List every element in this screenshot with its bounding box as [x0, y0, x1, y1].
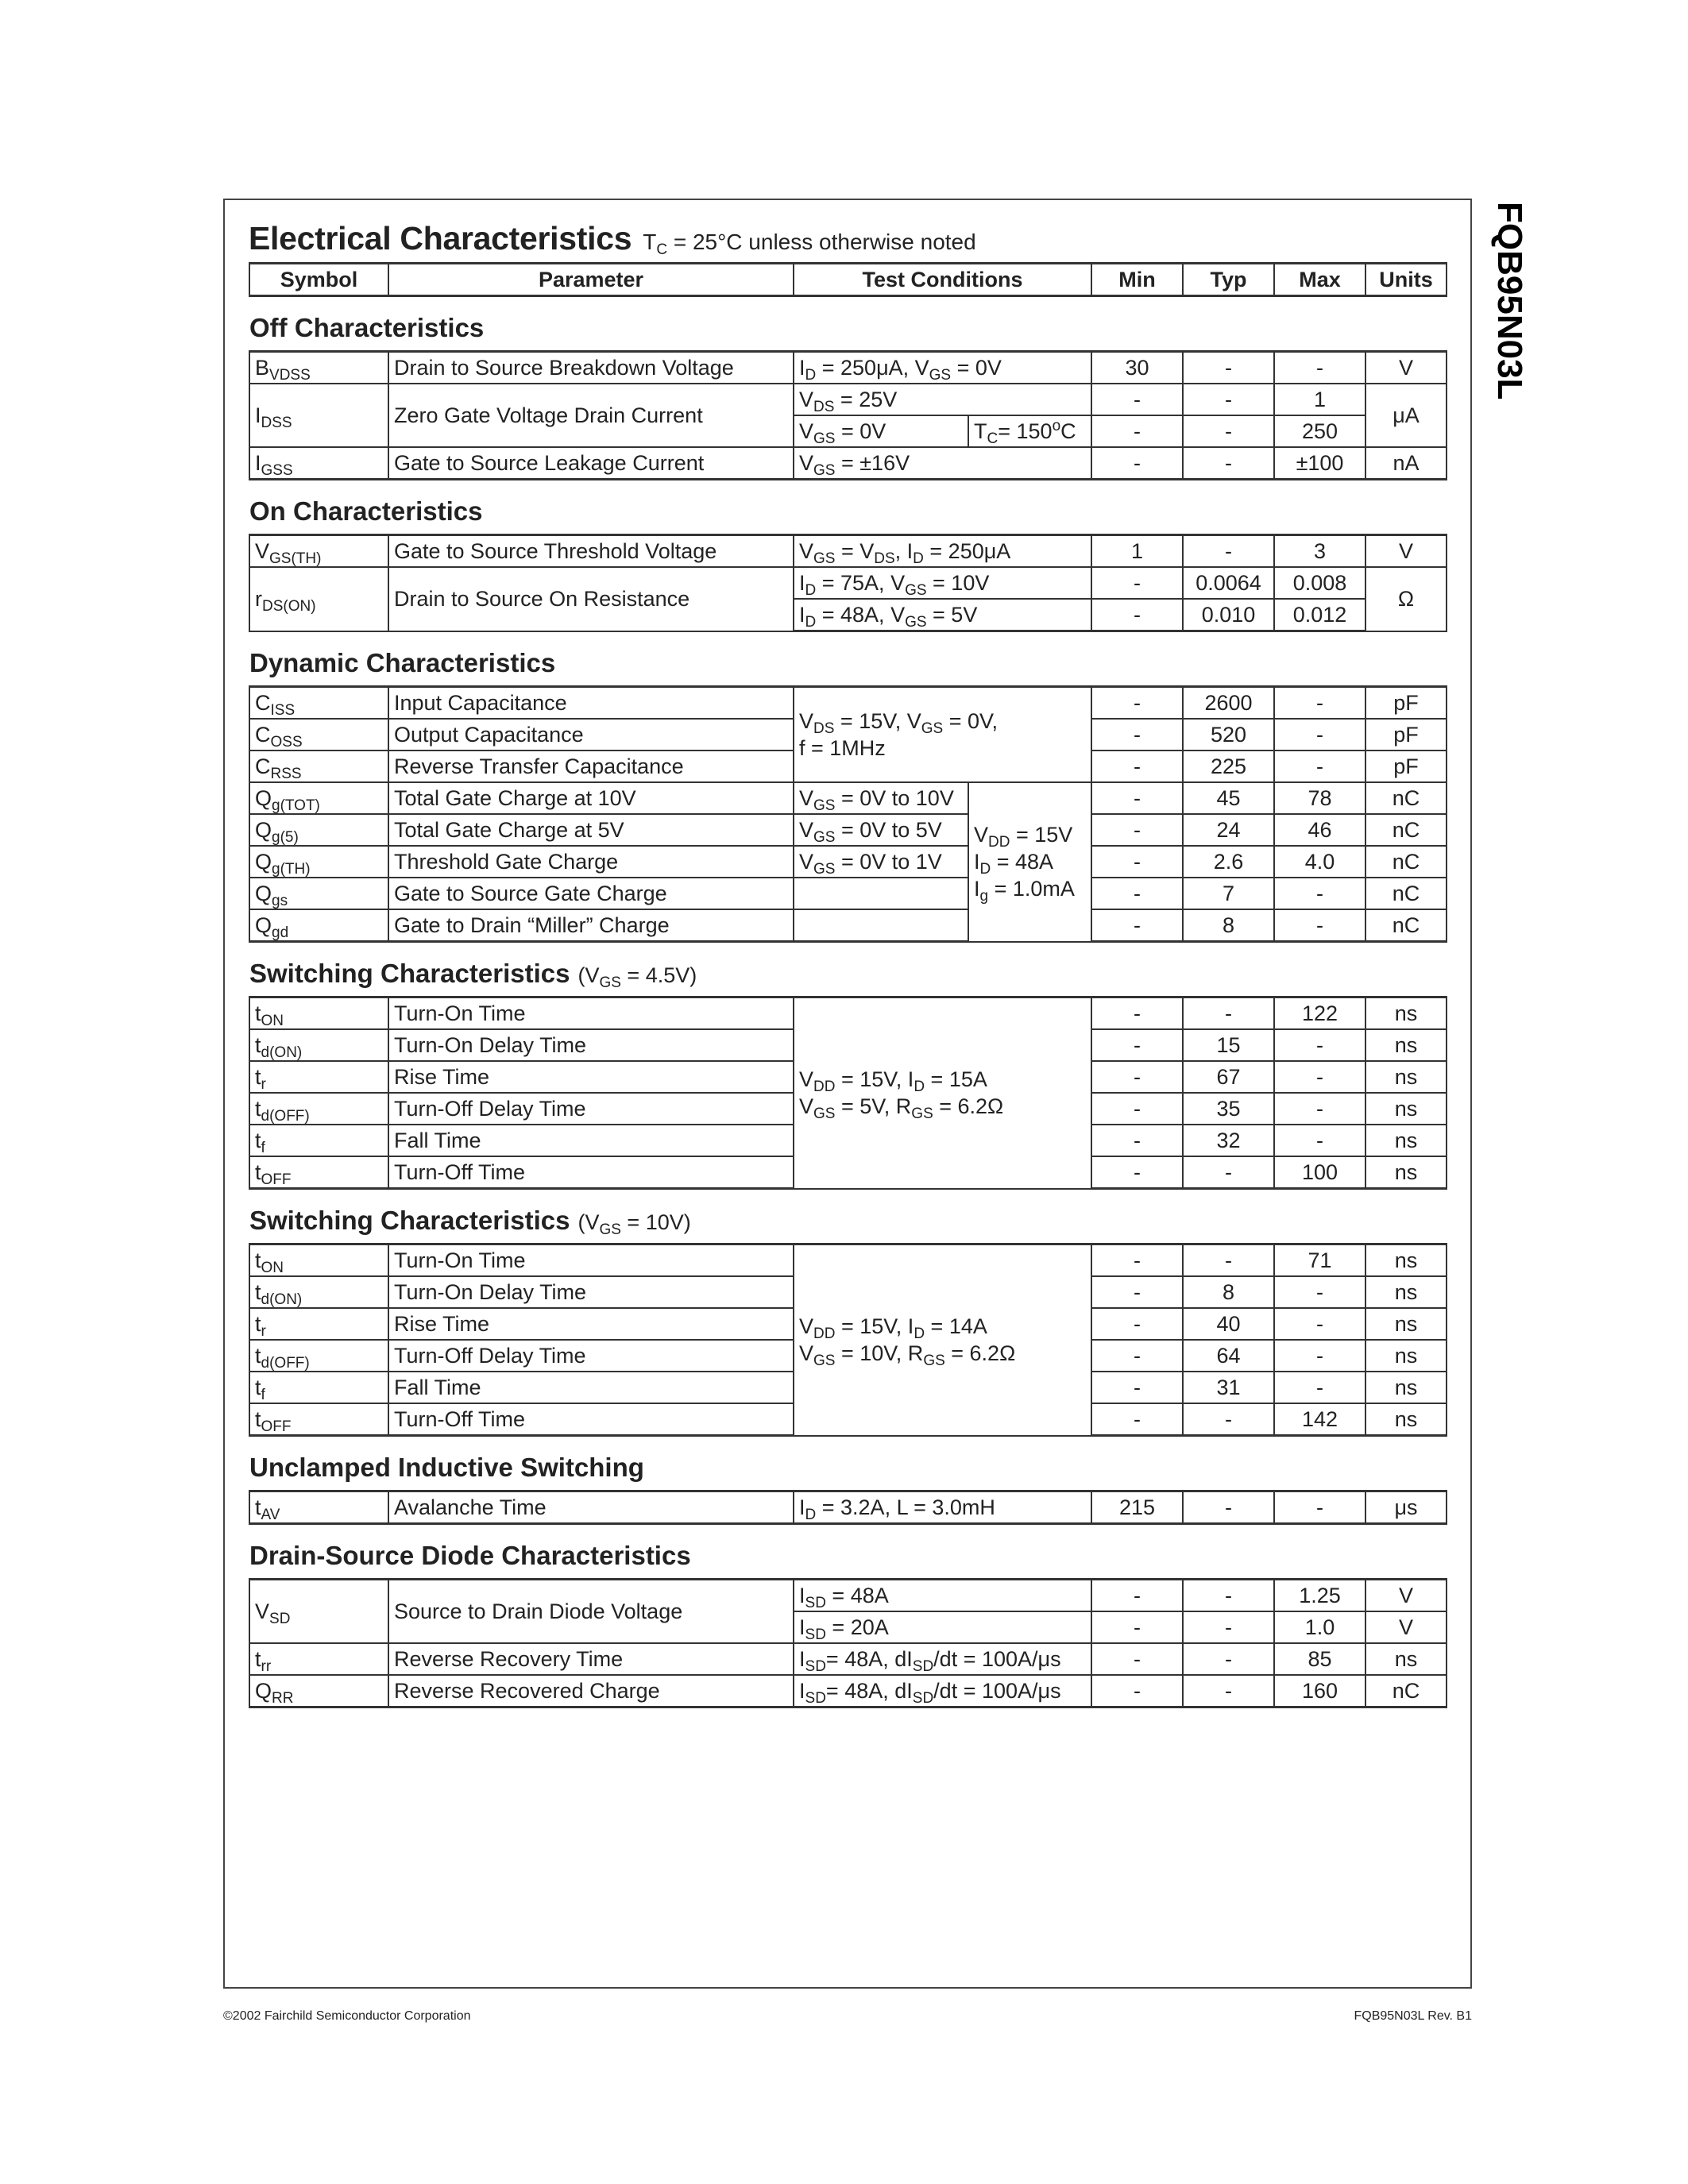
typ-value: 520: [1183, 719, 1274, 751]
min-value: -: [1091, 719, 1183, 751]
min-value: -: [1091, 384, 1183, 415]
typ-value: -: [1183, 447, 1274, 480]
max-value: 1.25: [1274, 1580, 1365, 1612]
max-value: 122: [1274, 997, 1365, 1030]
unit: ns: [1365, 1308, 1447, 1340]
parameter: Turn-Off Delay Time: [388, 1340, 794, 1372]
unit: V: [1365, 352, 1447, 384]
typ-value: 64: [1183, 1340, 1274, 1372]
title-condition: [643, 230, 976, 258]
side-part-number-svg: [1471, 199, 1598, 437]
typ-value: 67: [1183, 1061, 1274, 1093]
title-cond-text: = 25°C unless otherwise noted: [667, 230, 976, 254]
min-value: -: [1091, 1061, 1183, 1093]
table-row: [249, 878, 1447, 909]
min-value: -: [1091, 1093, 1183, 1125]
test-condition: $V_{DD} = 15V$, $I_D = 15A$ $V_{GS} = 5V$, $R_{GS} = 6.2\Omega$: [794, 997, 1091, 1189]
symbol: $t_{d(OFF)}$: [249, 1340, 388, 1372]
test-condition: $V_{GS} = 0V$ to 5V: [794, 814, 968, 846]
header-max: Max: [1274, 264, 1365, 296]
section-dynamic: [249, 631, 1447, 687]
unit: nC: [1365, 878, 1447, 909]
parameter: Turn-Off Delay Time: [388, 1093, 794, 1125]
typ-value: -: [1183, 1643, 1274, 1675]
unit: ns: [1365, 1029, 1447, 1061]
max-value: 46: [1274, 814, 1365, 846]
max-value: -: [1274, 352, 1365, 384]
max-value: 250: [1274, 415, 1365, 447]
typ-value: -: [1183, 1403, 1274, 1436]
max-value: -: [1274, 1340, 1365, 1372]
unit: nC: [1365, 782, 1447, 814]
table-row: [249, 1580, 1447, 1612]
max-value: 0.012: [1274, 599, 1365, 631]
typ-value: 8: [1183, 909, 1274, 942]
min-value: -: [1091, 909, 1183, 942]
parameter: Reverse Recovery Time: [388, 1643, 794, 1675]
typ-value: -: [1183, 352, 1274, 384]
max-value: -: [1274, 1276, 1365, 1308]
parameter: Gate to Source Threshold Voltage: [388, 535, 794, 568]
max-value: 71: [1274, 1244, 1365, 1277]
min-value: -: [1091, 846, 1183, 878]
min-value: -: [1091, 782, 1183, 814]
test-condition: $I_D = 250\mu A$, $V_{GS} = 0V$: [794, 352, 1091, 384]
section-title-text: Switching Characteristics: [249, 959, 570, 988]
max-value: -: [1274, 1093, 1365, 1125]
header-symbol: Symbol: [249, 264, 388, 296]
typ-value: 32: [1183, 1125, 1274, 1156]
max-value: ±100: [1274, 447, 1365, 480]
test-condition: $I_D = 75A$, $V_{GS} = 10V$: [794, 567, 1091, 599]
typ-value: 40: [1183, 1308, 1274, 1340]
symbol: $I_{GSS}$: [249, 447, 388, 480]
section-title: Unclamped Inductive Switching: [249, 1436, 1447, 1491]
symbol: $C_{OSS}$: [249, 719, 388, 751]
typ-value: 0.010: [1183, 599, 1274, 631]
max-value: 4.0: [1274, 846, 1365, 878]
unit: μs: [1365, 1491, 1447, 1524]
max-value: -: [1274, 1491, 1365, 1524]
test-condition: $V_{DD} = 15V$, $I_D = 14A$ $V_{GS} = 10V$, $R_{GS} = 6.2\Omega$: [794, 1244, 1091, 1436]
min-value: -: [1091, 567, 1183, 599]
typ-value: 45: [1183, 782, 1274, 814]
min-value: -: [1091, 447, 1183, 480]
unit: nC: [1365, 814, 1447, 846]
symbol: $V_{GS(TH)}$: [249, 535, 388, 568]
symbol: $t_{d(ON)}$: [249, 1029, 388, 1061]
parameter: Turn-On Time: [388, 1244, 794, 1277]
min-value: -: [1091, 1308, 1183, 1340]
parameter: Turn-Off Time: [388, 1156, 794, 1189]
symbol: $t_{rr}$: [249, 1643, 388, 1675]
test-condition: $V_{GS} = 0V$ to 1V: [794, 846, 968, 878]
symbol: $r_{DS(ON)}$: [249, 567, 388, 631]
symbol: $Q_{g(TOT)}$: [249, 782, 388, 814]
symbol: $t_{AV}$: [249, 1491, 388, 1524]
min-value: -: [1091, 687, 1183, 720]
max-value: -: [1274, 751, 1365, 782]
max-value: -: [1274, 719, 1365, 751]
max-value: -: [1274, 1029, 1365, 1061]
gate-charge-condition: $V_{DD} = 15V$ $I_D = 48A$ $I_g = 1.0mA$: [968, 782, 1091, 942]
min-value: -: [1091, 997, 1183, 1030]
unit: ns: [1365, 1244, 1447, 1277]
section-off: [249, 296, 1447, 352]
typ-value: -: [1183, 1244, 1274, 1277]
test-condition-temp: $T_C= 150^oC$: [968, 415, 1091, 447]
section-switching-4v5: [249, 942, 1447, 997]
symbol: $t_{ON}$: [249, 1244, 388, 1277]
min-value: -: [1091, 751, 1183, 782]
parameter: Turn-On Delay Time: [388, 1029, 794, 1061]
unit: ns: [1365, 1372, 1447, 1403]
unit: ns: [1365, 1643, 1447, 1675]
symbol: $Q_{g(5)}$: [249, 814, 388, 846]
section-title-condition: $(V_{GS} = 10V)$: [577, 1210, 691, 1238]
min-value: -: [1091, 1611, 1183, 1643]
min-value: -: [1091, 1276, 1183, 1308]
unit: nA: [1365, 447, 1447, 480]
symbol: $Q_{g(TH)}$: [249, 846, 388, 878]
header-min: Min: [1091, 264, 1183, 296]
test-condition: $I_{SD}= 48A$, $dI_{SD}/dt = 100A/\mu s$: [794, 1643, 1091, 1675]
unit: nC: [1365, 1675, 1447, 1707]
test-condition: $V_{DS} = 25V$: [794, 384, 1091, 415]
unit: V: [1365, 1611, 1447, 1643]
table-row: [249, 447, 1447, 480]
section-title: [249, 1189, 1447, 1244]
min-value: -: [1091, 1643, 1183, 1675]
unit: pF: [1365, 751, 1447, 782]
title-cond-subscript: C: [656, 241, 668, 258]
max-value: -: [1274, 1061, 1365, 1093]
parameter: Turn-On Time: [388, 997, 794, 1030]
table-row: [249, 814, 1447, 846]
typ-value: -: [1183, 997, 1274, 1030]
electrical-characteristics-table: [249, 262, 1447, 1708]
table-row: [249, 846, 1447, 878]
parameter: Turn-On Delay Time: [388, 1276, 794, 1308]
max-value: -: [1274, 1125, 1365, 1156]
parameter: Total Gate Charge at 5V: [388, 814, 794, 846]
parameter: Gate to Source Gate Charge: [388, 878, 794, 909]
max-value: 100: [1274, 1156, 1365, 1189]
parameter: Reverse Recovered Charge: [388, 1675, 794, 1707]
parameter: Rise Time: [388, 1308, 794, 1340]
title-cond-symbol: T: [643, 230, 657, 254]
typ-value: 8: [1183, 1276, 1274, 1308]
min-value: 30: [1091, 352, 1183, 384]
symbol: $t_r$: [249, 1308, 388, 1340]
section-title: On Characteristics: [249, 480, 1447, 535]
test-condition: $V_{GS} = \pm 16V$: [794, 447, 1091, 480]
unit: nC: [1365, 909, 1447, 942]
symbol: $t_f$: [249, 1125, 388, 1156]
min-value: -: [1091, 814, 1183, 846]
parameter: Drain to Source On Resistance: [388, 567, 794, 631]
table-row: [249, 1643, 1447, 1675]
table-row: [249, 782, 1447, 814]
side-part-number: [1471, 199, 1598, 437]
min-value: -: [1091, 1156, 1183, 1189]
symbol: $Q_{gs}$: [249, 878, 388, 909]
parameter: Fall Time: [388, 1125, 794, 1156]
parameter: Avalanche Time: [388, 1491, 794, 1524]
section-title-condition: $(V_{GS} = 4.5V)$: [577, 963, 697, 991]
side-part-number-text: FQB95N03L: [1490, 202, 1529, 400]
unit: pF: [1365, 687, 1447, 720]
typ-value: 2.6: [1183, 846, 1274, 878]
table-row: [249, 997, 1447, 1030]
section-on: [249, 480, 1447, 535]
unit: nC: [1365, 846, 1447, 878]
typ-value: -: [1183, 1491, 1274, 1524]
unit: ns: [1365, 1125, 1447, 1156]
typ-value: 7: [1183, 878, 1274, 909]
max-value: 1.0: [1274, 1611, 1365, 1643]
section-uis: [249, 1436, 1447, 1491]
parameter: Source to Drain Diode Voltage: [388, 1580, 794, 1644]
table-row: [249, 687, 1447, 720]
test-condition: [794, 909, 968, 942]
min-value: -: [1091, 1125, 1183, 1156]
symbol: $Q_{RR}$: [249, 1675, 388, 1707]
parameter: Fall Time: [388, 1372, 794, 1403]
section-title: Drain-Source Diode Characteristics: [249, 1524, 1447, 1580]
parameter: Input Capacitance: [388, 687, 794, 720]
max-value: 142: [1274, 1403, 1365, 1436]
max-value: 160: [1274, 1675, 1365, 1707]
min-value: -: [1091, 1029, 1183, 1061]
typ-value: 35: [1183, 1093, 1274, 1125]
min-value: -: [1091, 1340, 1183, 1372]
typ-value: -: [1183, 535, 1274, 568]
unit: pF: [1365, 719, 1447, 751]
page-title: [249, 214, 1446, 262]
test-condition: $I_{SD} = 48A$: [794, 1580, 1091, 1612]
unit: ns: [1365, 1093, 1447, 1125]
table-row: [249, 1675, 1447, 1707]
footer-copyright: ©2002 Fairchild Semiconductor Corporation: [223, 2009, 471, 2023]
test-condition: $V_{DS} = 15V$, $V_{GS} = 0V$, f = 1MHz: [794, 687, 1091, 783]
parameter: Threshold Gate Charge: [388, 846, 794, 878]
symbol: $t_{OFF}$: [249, 1156, 388, 1189]
parameter: Total Gate Charge at 10V: [388, 782, 794, 814]
symbol: $t_{ON}$: [249, 997, 388, 1030]
max-value: -: [1274, 909, 1365, 942]
test-condition: $I_{SD}= 48A$, $dI_{SD}/dt = 100A/\mu s$: [794, 1675, 1091, 1707]
footer-revision: FQB95N03L Rev. B1: [1354, 2009, 1472, 2023]
min-value: -: [1091, 1580, 1183, 1612]
symbol: $t_{d(OFF)}$: [249, 1093, 388, 1125]
test-condition: $V_{GS} = V_{DS}$, $I_D = 250\mu A$: [794, 535, 1091, 568]
min-value: -: [1091, 1372, 1183, 1403]
min-value: -: [1091, 1675, 1183, 1707]
unit: ns: [1365, 1340, 1447, 1372]
section-title-text: Switching Characteristics: [249, 1206, 570, 1235]
min-value: -: [1091, 1244, 1183, 1277]
parameter: Drain to Source Breakdown Voltage: [388, 352, 794, 384]
table-row: [249, 535, 1447, 568]
min-value: -: [1091, 1403, 1183, 1436]
symbol: $C_{RSS}$: [249, 751, 388, 782]
parameter: Rise Time: [388, 1061, 794, 1093]
table-row: [249, 352, 1447, 384]
table-row: [249, 909, 1447, 942]
unit: ns: [1365, 1156, 1447, 1189]
unit: V: [1365, 1580, 1447, 1612]
table-row: [249, 1491, 1447, 1524]
max-value: 85: [1274, 1643, 1365, 1675]
max-value: 78: [1274, 782, 1365, 814]
symbol: $C_{ISS}$: [249, 687, 388, 720]
unit: V: [1365, 535, 1447, 568]
typ-value: 24: [1183, 814, 1274, 846]
max-value: -: [1274, 687, 1365, 720]
symbol: $t_f$: [249, 1372, 388, 1403]
parameter: Reverse Transfer Capacitance: [388, 751, 794, 782]
header-units: Units: [1365, 264, 1447, 296]
typ-value: -: [1183, 384, 1274, 415]
section-title: Dynamic Characteristics: [249, 631, 1447, 687]
unit: μA: [1365, 384, 1447, 447]
min-value: 215: [1091, 1491, 1183, 1524]
unit: ns: [1365, 997, 1447, 1030]
parameter: Output Capacitance: [388, 719, 794, 751]
typ-value: -: [1183, 415, 1274, 447]
section-title: [249, 942, 1447, 997]
unit: ns: [1365, 1061, 1447, 1093]
parameter: Turn-Off Time: [388, 1403, 794, 1436]
typ-value: -: [1183, 1580, 1274, 1612]
typ-value: -: [1183, 1156, 1274, 1189]
section-diode: [249, 1524, 1447, 1580]
test-condition: $V_{GS} = 0V$ to 10V: [794, 782, 968, 814]
datasheet-content: [249, 214, 1446, 1708]
unit: Ω: [1365, 567, 1447, 631]
symbol: $B_{VDSS}$: [249, 352, 388, 384]
min-value: -: [1091, 415, 1183, 447]
typ-value: 2600: [1183, 687, 1274, 720]
symbol: $t_{OFF}$: [249, 1403, 388, 1436]
unit: ns: [1365, 1403, 1447, 1436]
max-value: -: [1274, 1372, 1365, 1403]
test-condition: [794, 878, 968, 909]
header-parameter: Parameter: [388, 264, 794, 296]
max-value: 0.008: [1274, 567, 1365, 599]
symbol: $t_{d(ON)}$: [249, 1276, 388, 1308]
table-header-row: [249, 264, 1447, 296]
symbol: $I_{DSS}$: [249, 384, 388, 447]
typ-value: -: [1183, 1675, 1274, 1707]
test-condition: $I_D = 48A$, $V_{GS} = 5V$: [794, 599, 1091, 631]
table-row: [249, 384, 1447, 415]
max-value: -: [1274, 1308, 1365, 1340]
typ-value: 0.0064: [1183, 567, 1274, 599]
table-row: [249, 1244, 1447, 1277]
symbol: $V_{SD}$: [249, 1580, 388, 1644]
min-value: 1: [1091, 535, 1183, 568]
max-value: 3: [1274, 535, 1365, 568]
min-value: -: [1091, 599, 1183, 631]
symbol: $Q_{gd}$: [249, 909, 388, 942]
min-value: -: [1091, 878, 1183, 909]
test-condition: $V_{GS} = 0V$: [794, 415, 968, 447]
parameter: Zero Gate Voltage Drain Current: [388, 384, 794, 447]
parameter: Gate to Source Leakage Current: [388, 447, 794, 480]
parameter: Gate to Drain “Miller” Charge: [388, 909, 794, 942]
header-typ: Typ: [1183, 264, 1274, 296]
unit: ns: [1365, 1276, 1447, 1308]
max-value: 1: [1274, 384, 1365, 415]
max-value: -: [1274, 878, 1365, 909]
header-test-conditions: Test Conditions: [794, 264, 1091, 296]
symbol: $t_r$: [249, 1061, 388, 1093]
test-condition: $I_D = 3.2A$, L = 3.0mH: [794, 1491, 1091, 1524]
title-main: Electrical Characteristics: [249, 220, 632, 257]
table-row: [249, 567, 1447, 599]
typ-value: 15: [1183, 1029, 1274, 1061]
typ-value: -: [1183, 1611, 1274, 1643]
typ-value: 31: [1183, 1372, 1274, 1403]
typ-value: 225: [1183, 751, 1274, 782]
section-title: Off Characteristics: [249, 296, 1447, 352]
test-condition: $I_{SD} = 20A$: [794, 1611, 1091, 1643]
section-switching-10v: [249, 1189, 1447, 1244]
